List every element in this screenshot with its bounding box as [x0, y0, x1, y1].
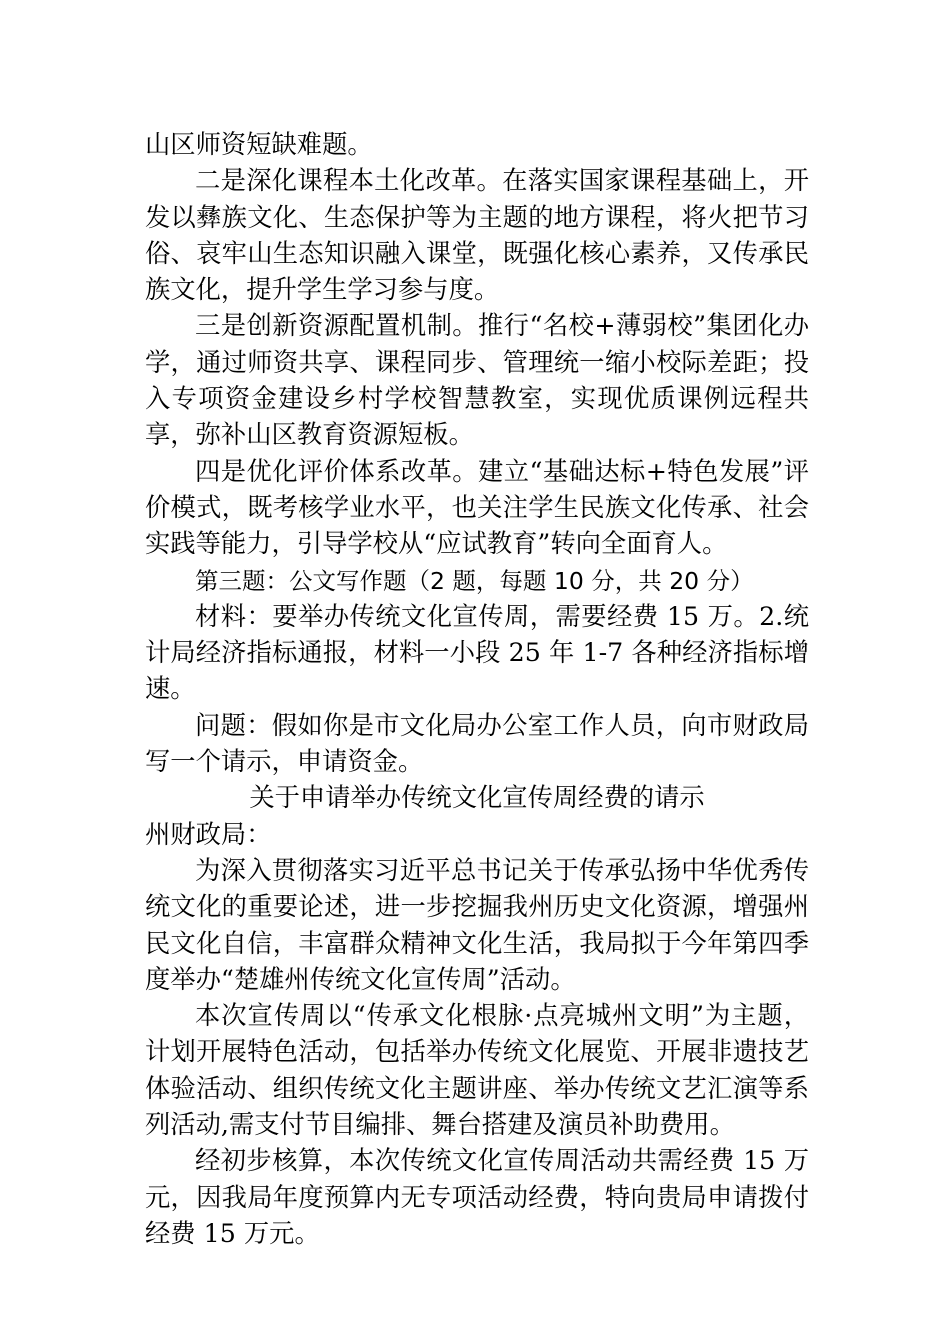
request-title: 关于申请举办传统文化宣传周经费的请示: [249, 783, 705, 813]
material-paragraph: 材料：要举办传统文化宣传周，需要经费 15 万。2.统计局经济指标通报，材料一小段 25 年 1-7 各种经济指标增速。: [145, 601, 809, 704]
document-page: [145, 127, 809, 1252]
paragraph-curriculum-reform: 二是深化课程本土化改革。在落实国家课程基础上，开发以彝族文化、生态保护等为主题的地方课程，将火把节习俗、哀牢山生态知识融入课堂，既强化核心素养，又传承民族文化，提升学生学习参与度。: [145, 166, 809, 305]
question-heading: 第三题：公文写作题（2 题，每题 10 分，共 20 分）: [195, 566, 754, 595]
paragraph-evaluation-reform: 四是优化评价体系改革。建立“基础达标+特色发展”评价模式，既考核学业水平，也关注学生民族文化传承、社会实践等能力，引导学校从“应试教育”转向全面育人。: [145, 456, 809, 559]
question-paragraph: 问题：假如你是市文化局办公室工作人员，向市财政局写一个请示，申请资金。: [145, 710, 809, 777]
request-body-activities: 本次宣传周以“传承文化根脉·点亮城州文明”为主题，计划开展特色活动，包括举办传统文化展览、开展非遗技艺体验活动、组织传统文化主题讲座、举办传统文艺汇演等系列活动,需支付节目编排、舞台搭建及演员补助费用。: [145, 1001, 809, 1140]
request-body-purpose: 为深入贯彻落实习近平总书记关于传承弘扬中华优秀传统文化的重要论述，进一步挖掘我州历史文化资源，增强州民文化自信，丰富群众精神文化生活，我局拟于今年第四季度举办“楚雄州传统文化宣传周”活动。: [145, 855, 809, 994]
paragraph-resource-allocation: 三是创新资源配置机制。推行“名校+薄弱校”集团化办学，通过师资共享、课程同步、管理统一缩小校际差距；投入专项资金建设乡村学校智慧教室，实现优质课例远程共享，弥补山区教育资源短板。: [145, 311, 809, 450]
recipient-line: 州财政局：: [145, 819, 272, 849]
request-body-funding: 经初步核算，本次传统文化宣传周活动共需经费 15 万元，因我局年度预算内无专项活动经费，特向贵局申请拨付经费 15 万元。: [145, 1146, 809, 1248]
paragraph-continuation: 山区师资短缺难题。: [145, 130, 373, 159]
